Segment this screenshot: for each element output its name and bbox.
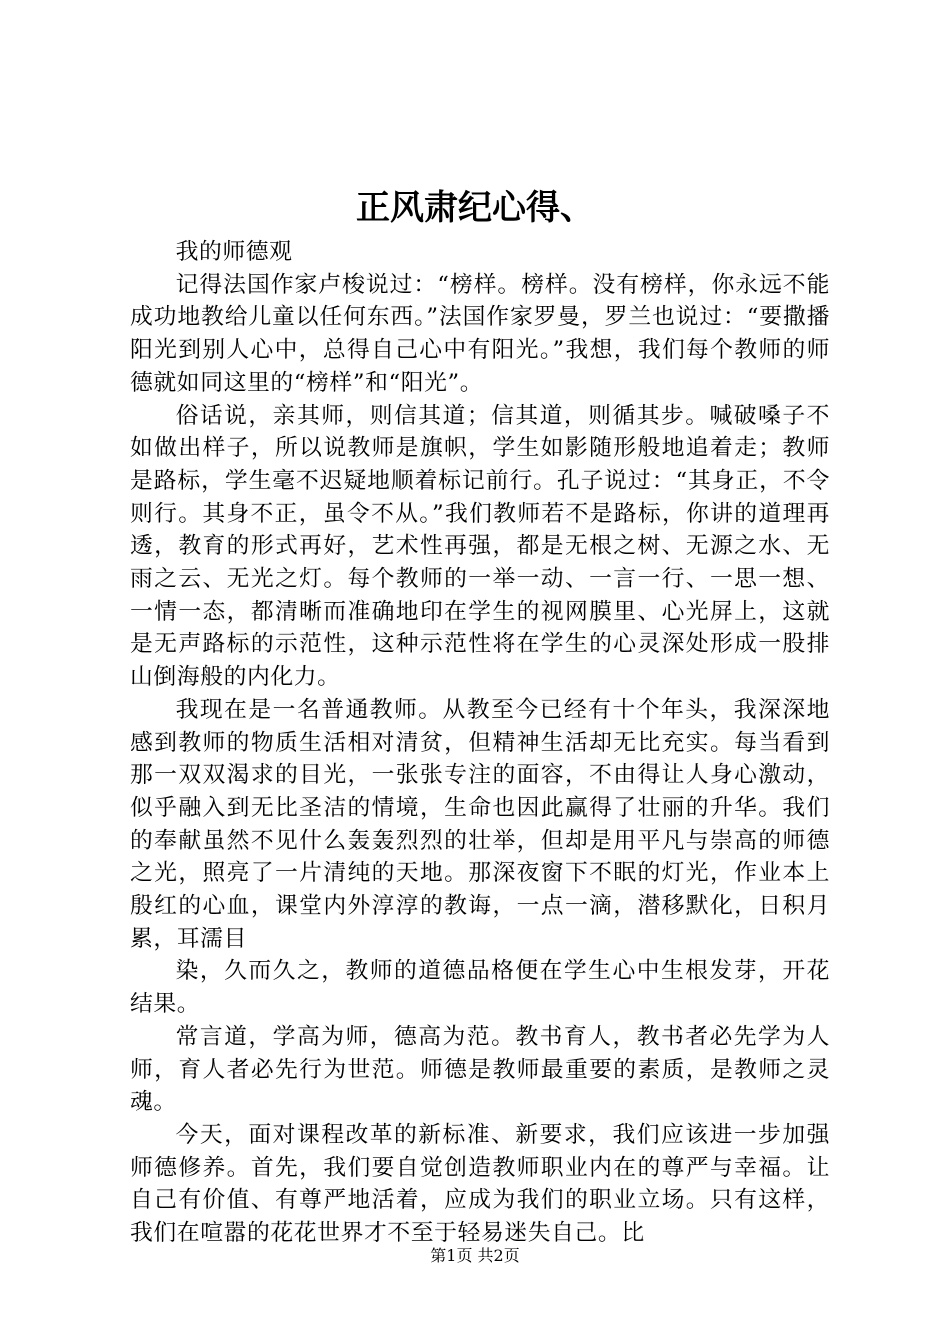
- document-body: [130, 236, 830, 1250]
- page-footer: 第1页 共2页: [430, 1246, 520, 1265]
- paragraph: 我现在是一名普通教师。从教至今已经有十个年头，我深深地感到教师的物质生活相对清贫，但精神生活却无比充实。每当看到那一双双渴求的目光，一张张专注的面容，不由得让人身心激动，似乎融入到无比圣洁的情境，生命也因此赢得了壮丽的升华。我们的奉献虽然不见什么轰轰烈烈的壮举，但却是用平凡与崇高的师德之光，照亮了一片清纯的天地。那深夜窗下不眠的灯光，作业本上殷红的心血，课堂内外淳淳的教诲，一点一滴，潜移默化，日积月累，耳濡目: [130, 696, 830, 952]
- paragraph: 常言道，学高为师，德高为范。教书育人，教书者必先学为人师，育人者必先行为世范。师德是教师最重要的素质，是教师之灵魂。: [130, 1023, 830, 1116]
- document-title: 正风肃纪心得、: [356, 188, 594, 228]
- paragraph: 记得法国作家卢梭说过：“榜样。榜样。没有榜样，你永远不能成功地教给儿童以任何东西。”法国作家罗曼，罗兰也说过：“要撒播阳光到别人心中，总得自己心中有阳光。”我想，我们每个教师的师德就如同这里的“榜样”和“阳光”。: [130, 271, 830, 396]
- paragraph: 俗话说，亲其师，则信其道；信其道，则循其步。喊破嗓子不如做出样子，所以说教师是旗帜，学生如影随形般地追着走；教师是路标，学生毫不迟疑地顺着标记前行。孔子说过：“其身正，不令则行。其身不正，虽令不从。”我们教师若不是路标，你讲的道理再透，教育的形式再好，艺术性再强，都是无根之树、无源之水、无雨之云、无光之灯。每个教师的一举一动、一言一行、一思一想、一情一态，都清晰而准确地印在学生的视网膜里、心光屏上，这就是无声路标的示范性，这种示范性将在学生的心灵深处形成一股排山倒海般的内化力。: [130, 402, 830, 691]
- paragraph: 染，久而久之，教师的道德品格便在学生心中生根发芽，开花结果。: [130, 958, 830, 1018]
- paragraph-heading: 我的师德观: [175, 239, 293, 265]
- paragraph: 今天，面对课程改革的新标准、新要求，我们应该进一步加强师德修养。首先，我们要自觉创造教师职业内在的尊严与幸福。让自己有价值、有尊严地活着，应成为我们的职业立场。只有这样，我们在喧嚣的花花世界才不至于轻易迷失自己。比: [130, 1121, 830, 1247]
